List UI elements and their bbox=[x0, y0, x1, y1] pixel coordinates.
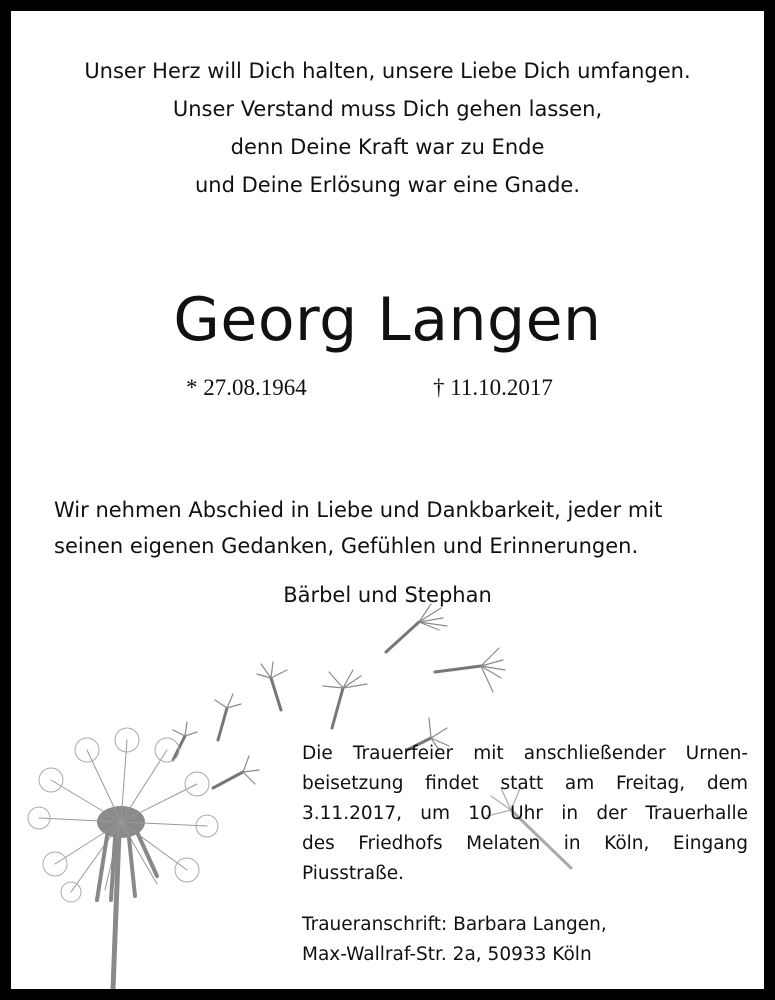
poem-line: und Deine Erlösung war eine Gnade. bbox=[195, 173, 580, 197]
mourning-address bbox=[302, 910, 607, 970]
poem-line: Unser Verstand muss Dich gehen lassen, bbox=[172, 97, 603, 121]
poem-line: denn Deine Kraft war zu Ende bbox=[230, 135, 545, 159]
farewell-line: seinen eigenen Gedanken, Gefühlen und Erinnerungen. bbox=[54, 534, 639, 558]
seed-icon bbox=[323, 670, 367, 728]
death-date: † 11.10.2017 bbox=[433, 375, 553, 400]
farewell-line: Wir nehmen Abschied in Liebe und Dankbarkeit, jeder mit bbox=[54, 498, 663, 522]
ceremony-line: Die Trauerfeier mit anschließender Urnen- bbox=[302, 743, 748, 764]
seed-icon bbox=[435, 648, 505, 692]
ceremony-line: Piusstraße. bbox=[302, 863, 405, 884]
ceremony-line: des Friedhofs Melaten in Köln, Eingang bbox=[302, 833, 748, 854]
seed-icon bbox=[386, 604, 447, 652]
address-line: Traueranschrift: Barbara Langen, bbox=[302, 914, 607, 935]
poem bbox=[11, 52, 764, 204]
deceased-name: Georg Langen bbox=[173, 285, 602, 355]
seed-icon bbox=[215, 694, 241, 740]
signers: Bärbel und Stephan bbox=[283, 583, 492, 607]
seed-icon bbox=[257, 662, 287, 710]
farewell-text bbox=[54, 492, 662, 564]
ceremony-line: beisetzung findet statt am Freitag, dem bbox=[302, 773, 748, 794]
seed-icon bbox=[173, 722, 197, 760]
seed-icon bbox=[213, 756, 259, 788]
ceremony-line: 3.11.2017, um 10 Uhr in der Trauerhalle bbox=[302, 803, 748, 824]
birth-date: * 27.08.1964 bbox=[186, 375, 307, 400]
ceremony-info bbox=[302, 739, 748, 889]
poem-line: Unser Herz will Dich halten, unsere Liebe Dich umfangen. bbox=[84, 59, 691, 83]
address-line: Max-Wallraf-Str. 2a, 50933 Köln bbox=[302, 944, 592, 965]
